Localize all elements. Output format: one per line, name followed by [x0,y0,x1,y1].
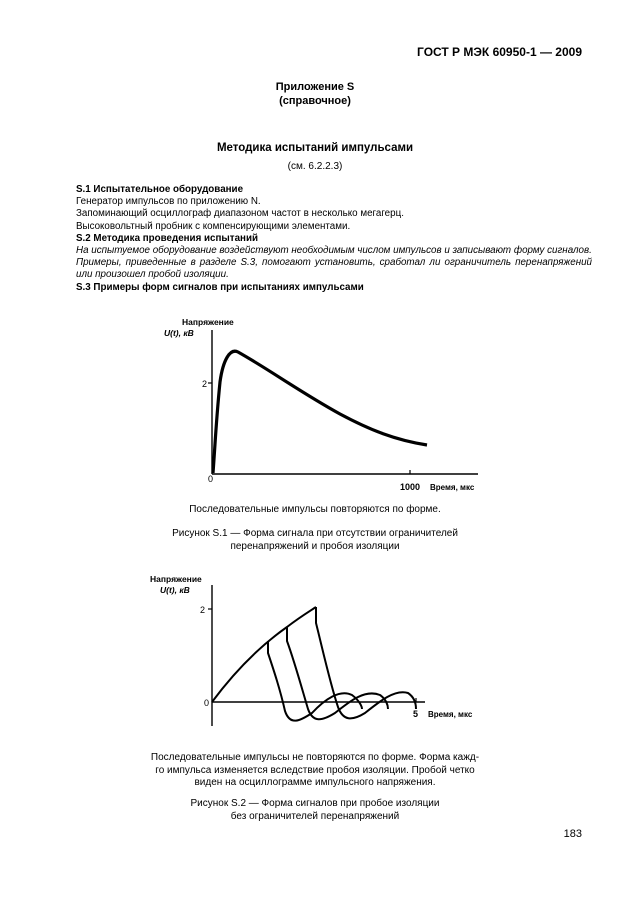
figure-2-note [0,752,630,790]
section-body [76,184,592,294]
s2-paragraph-1: На испытуемое оборудование воздействуют необходимым числом импульсов и записывают форму сигналов. [76,245,592,257]
section-reference: (см. 6.2.2.3) [287,161,343,172]
fig1-x-tick: 1000 [400,482,421,492]
fig1-caption-line-1: Рисунок S.1 — Форма сигнала при отсутствии ограничителей [172,528,458,539]
page-number: 183 [563,828,582,840]
figure-2-chart [140,571,500,731]
fig2-note-line-2: го импульса изменяется вследствие пробоя изоляции. Пробой четко [155,764,475,776]
fig2-envelope-curve [212,607,316,702]
fig2-impulse-1 [268,641,362,721]
fig2-caption-line-1: Рисунок S.2 — Форма сигналов при пробое изоляции [190,798,440,809]
standard-header: ГОСТ Р МЭК 60950-1 — 2009 [417,45,582,59]
fig1-origin: 0 [208,474,214,484]
fig2-x-label: Время, мкс [428,710,473,719]
figure-2-caption [0,798,630,823]
figure-1-chart [140,312,500,498]
page-title: Методика испытаний импульсами [216,142,414,154]
fig1-y-label-2: U(t), кВ [164,328,194,338]
appendix-title: Приложение S [275,81,355,93]
fig1-y-tick: 2 [202,379,208,389]
s1-line-3: Высоковольтный пробник с компенсирующими элементами. [76,220,351,232]
fig2-note-line-1: Последовательные импульсы не повторяются по форме. Форма кажд- [150,752,480,763]
fig2-caption-line-2: без ограничителей перенапряжений [230,810,400,822]
fig2-x-tick: 5 [413,709,419,719]
fig1-y-label-1: Напряжение [182,317,234,327]
fig1-impulse-curve [213,351,427,473]
appendix-heading [0,80,630,108]
fig2-y-tick: 2 [200,605,206,615]
s1-heading: S.1 Испытательное оборудование [76,184,244,195]
s1-line-1: Генератор импульсов по приложению N. [76,196,261,208]
fig1-caption-line-2: перенапряжений и пробоя изоляции [230,540,400,552]
figure-1-note: Последовательные импульсы повторяются по форме. [189,504,441,515]
appendix-type: (справочное) [279,95,351,107]
s3-heading: S.3 Примеры форм сигналов при испытаниях импульсами [76,281,364,293]
fig2-origin: 0 [204,698,210,708]
s2-paragraph-2: Примеры, приведенные в разделе S.3, помогают установить, сработал ли ограничитель перенапряжений или произошел пробой изоляции. [76,257,592,281]
s1-line-2: Запоминающий осциллограф диапазоном частот в несколько мегагерц. [76,208,404,220]
s2-heading: S.2 Методика проведения испытаний [76,232,258,244]
fig1-x-label: Время, мкс [430,483,475,492]
fig2-y-label-1: Напряжение [150,574,202,584]
fig2-note-line-3: виден на осциллограмме импульсного напряжения. [194,777,436,788]
fig2-y-label-2: U(t), кВ [160,585,190,595]
figure-1-caption [0,528,630,553]
